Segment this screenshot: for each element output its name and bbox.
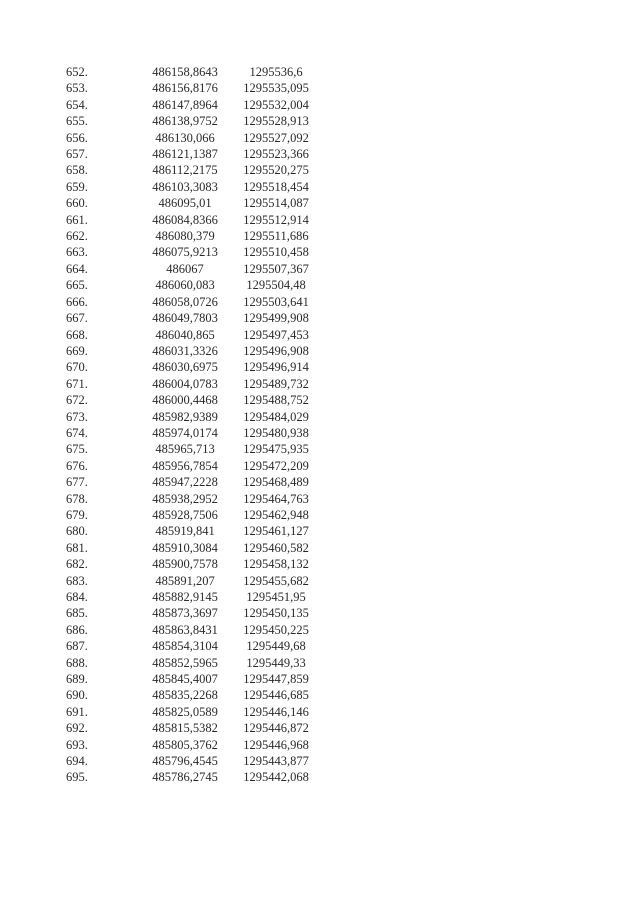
x-coordinate: 486084,8366 bbox=[152, 212, 218, 227]
y-coordinate: 1295532,004 bbox=[243, 97, 309, 112]
point-number: 666. bbox=[66, 294, 88, 309]
y-coordinate: 1295527,092 bbox=[243, 130, 309, 145]
x-coordinate: 485845,4007 bbox=[152, 672, 218, 687]
table-row bbox=[60, 605, 318, 621]
table-row bbox=[60, 737, 318, 753]
x-coordinate: 485863,8431 bbox=[152, 622, 218, 637]
x-coordinate: 486156,8176 bbox=[152, 81, 218, 96]
table-row bbox=[60, 458, 318, 474]
x-coordinate: 485965,713 bbox=[155, 442, 215, 457]
point-number: 663. bbox=[66, 245, 88, 260]
table-row bbox=[60, 491, 318, 507]
y-coordinate: 1295447,859 bbox=[243, 672, 309, 687]
point-number: 665. bbox=[66, 278, 88, 293]
point-number: 660. bbox=[66, 196, 88, 211]
x-coordinate: 485882,9145 bbox=[152, 590, 218, 604]
y-coordinate: 1295461,127 bbox=[243, 524, 309, 539]
point-number: 673. bbox=[66, 409, 88, 424]
table-row bbox=[60, 162, 318, 178]
point-number: 656. bbox=[66, 130, 88, 145]
point-number: 679. bbox=[66, 507, 88, 522]
point-number: 680. bbox=[66, 524, 88, 539]
x-coordinate: 485928,7506 bbox=[152, 507, 218, 522]
point-number: 674. bbox=[66, 425, 88, 440]
table-row bbox=[60, 540, 318, 556]
point-number: 687. bbox=[66, 639, 88, 654]
point-number: 677. bbox=[66, 475, 88, 490]
table-row bbox=[60, 638, 318, 654]
x-coordinate: 485825,0589 bbox=[152, 704, 218, 719]
x-coordinate: 485938,2952 bbox=[152, 491, 218, 506]
table-row bbox=[60, 195, 318, 211]
table-row bbox=[60, 359, 318, 375]
y-coordinate: 1295514,087 bbox=[243, 196, 309, 211]
table-row bbox=[60, 474, 318, 490]
point-number: 690. bbox=[66, 688, 88, 703]
x-coordinate: 486040,865 bbox=[155, 327, 215, 342]
y-coordinate: 1295472,209 bbox=[243, 458, 309, 473]
table-row bbox=[60, 212, 318, 228]
x-coordinate: 486004,0783 bbox=[152, 376, 218, 391]
x-coordinate: 486058,0726 bbox=[152, 294, 218, 309]
point-number: 691. bbox=[66, 704, 88, 719]
table-row bbox=[60, 589, 318, 605]
y-coordinate: 1295450,135 bbox=[243, 606, 309, 621]
table-row bbox=[60, 556, 318, 572]
y-coordinate: 1295462,948 bbox=[243, 507, 309, 522]
point-number: 683. bbox=[66, 573, 88, 588]
y-coordinate: 1295484,029 bbox=[243, 409, 309, 424]
point-number: 695. bbox=[66, 770, 88, 785]
point-number: 653. bbox=[66, 81, 88, 96]
y-coordinate: 1295475,935 bbox=[243, 442, 309, 457]
point-number: 657. bbox=[66, 147, 88, 162]
x-coordinate: 485786,2745 bbox=[152, 770, 218, 785]
point-number: 658. bbox=[66, 163, 88, 178]
y-coordinate: 1295536,6 bbox=[249, 65, 303, 79]
table-row bbox=[60, 704, 318, 720]
point-number: 672. bbox=[66, 393, 88, 408]
table-row bbox=[60, 244, 318, 260]
y-coordinate: 1295446,968 bbox=[243, 737, 309, 752]
point-number: 681. bbox=[66, 540, 88, 555]
x-coordinate: 486130,066 bbox=[155, 130, 215, 145]
table-row bbox=[60, 507, 318, 523]
table-row bbox=[60, 179, 318, 195]
x-coordinate: 486112,2175 bbox=[152, 163, 218, 178]
point-number: 678. bbox=[66, 491, 88, 506]
x-coordinate: 485947,2228 bbox=[152, 475, 218, 490]
x-coordinate: 485974,0174 bbox=[152, 425, 218, 440]
table-row bbox=[60, 687, 318, 703]
y-coordinate: 1295443,877 bbox=[243, 754, 309, 769]
y-coordinate: 1295496,914 bbox=[243, 360, 309, 375]
x-coordinate: 486103,3083 bbox=[152, 179, 218, 194]
table-row bbox=[60, 376, 318, 392]
point-number: 685. bbox=[66, 606, 88, 621]
x-coordinate: 485835,2268 bbox=[152, 688, 218, 703]
table-row bbox=[60, 80, 318, 96]
y-coordinate: 1295489,732 bbox=[243, 376, 309, 391]
point-number: 688. bbox=[66, 655, 88, 670]
y-coordinate: 1295518,454 bbox=[243, 179, 309, 194]
point-number: 652. bbox=[66, 65, 88, 79]
x-coordinate: 485891,207 bbox=[155, 573, 215, 588]
y-coordinate: 1295450,225 bbox=[243, 622, 309, 637]
point-number: 668. bbox=[66, 327, 88, 342]
point-number: 655. bbox=[66, 114, 88, 129]
table-row bbox=[60, 523, 318, 539]
table-row bbox=[60, 310, 318, 326]
point-number: 661. bbox=[66, 212, 88, 227]
point-number: 689. bbox=[66, 672, 88, 687]
x-coordinate: 485919,841 bbox=[155, 524, 215, 539]
coordinate-table-body bbox=[60, 64, 318, 786]
y-coordinate: 1295460,582 bbox=[243, 540, 309, 555]
y-coordinate: 1295451,95 bbox=[246, 590, 306, 604]
x-coordinate: 485852,5965 bbox=[152, 655, 218, 670]
x-coordinate: 485956,7854 bbox=[152, 458, 218, 473]
y-coordinate: 1295528,913 bbox=[243, 114, 309, 129]
table-row bbox=[60, 573, 318, 589]
y-coordinate: 1295480,938 bbox=[243, 425, 309, 440]
table-row bbox=[60, 392, 318, 408]
y-coordinate: 1295442,068 bbox=[243, 770, 309, 785]
x-coordinate: 486067 bbox=[166, 261, 204, 276]
x-coordinate: 486000,4468 bbox=[152, 393, 218, 408]
x-coordinate: 485854,3104 bbox=[152, 639, 218, 654]
point-number: 670. bbox=[66, 360, 88, 375]
x-coordinate: 485805,3762 bbox=[152, 737, 218, 752]
coordinate-table bbox=[60, 64, 318, 786]
y-coordinate: 1295446,872 bbox=[243, 721, 309, 736]
table-row bbox=[60, 425, 318, 441]
y-coordinate: 1295455,682 bbox=[243, 573, 309, 588]
point-number: 659. bbox=[66, 179, 88, 194]
x-coordinate: 486030,6975 bbox=[152, 360, 218, 375]
table-row bbox=[60, 769, 318, 785]
table-row bbox=[60, 97, 318, 113]
table-row bbox=[60, 277, 318, 293]
y-coordinate: 1295510,458 bbox=[243, 245, 309, 260]
table-row bbox=[60, 409, 318, 425]
x-coordinate: 485796,4545 bbox=[152, 754, 218, 769]
y-coordinate: 1295499,908 bbox=[243, 311, 309, 326]
y-coordinate: 1295488,752 bbox=[243, 393, 309, 408]
point-number: 692. bbox=[66, 721, 88, 736]
point-number: 671. bbox=[66, 376, 88, 391]
x-coordinate: 486031,3326 bbox=[152, 343, 218, 358]
x-coordinate: 485873,3697 bbox=[152, 606, 218, 621]
table-row bbox=[60, 622, 318, 638]
y-coordinate: 1295503,641 bbox=[243, 294, 309, 309]
x-coordinate: 485910,3084 bbox=[152, 540, 218, 555]
y-coordinate: 1295449,68 bbox=[246, 639, 306, 654]
point-number: 669. bbox=[66, 343, 88, 358]
y-coordinate: 1295449,33 bbox=[246, 655, 306, 670]
table-row bbox=[60, 228, 318, 244]
x-coordinate: 486138,9752 bbox=[152, 114, 218, 129]
table-row bbox=[60, 130, 318, 146]
table-row bbox=[60, 327, 318, 343]
x-coordinate: 486158,8643 bbox=[152, 65, 218, 79]
table-row bbox=[60, 441, 318, 457]
x-coordinate: 486095,01 bbox=[158, 196, 212, 211]
y-coordinate: 1295507,367 bbox=[243, 261, 309, 276]
point-number: 682. bbox=[66, 557, 88, 572]
point-number: 684. bbox=[66, 590, 88, 604]
x-coordinate: 486049,7803 bbox=[152, 311, 218, 326]
x-coordinate: 486121,1387 bbox=[152, 147, 218, 162]
point-number: 654. bbox=[66, 97, 88, 112]
table-row bbox=[60, 753, 318, 769]
point-number: 693. bbox=[66, 737, 88, 752]
x-coordinate: 485900,7578 bbox=[152, 557, 218, 572]
table-row bbox=[60, 343, 318, 359]
y-coordinate: 1295504,48 bbox=[246, 278, 306, 293]
y-coordinate: 1295464,763 bbox=[243, 491, 309, 506]
table-row bbox=[60, 655, 318, 671]
y-coordinate: 1295496,908 bbox=[243, 343, 309, 358]
y-coordinate: 1295446,685 bbox=[243, 688, 309, 703]
y-coordinate: 1295523,366 bbox=[243, 147, 309, 162]
point-number: 664. bbox=[66, 261, 88, 276]
table-row bbox=[60, 671, 318, 687]
x-coordinate: 486075,9213 bbox=[152, 245, 218, 260]
y-coordinate: 1295468,489 bbox=[243, 475, 309, 490]
table-row bbox=[60, 294, 318, 310]
point-number: 686. bbox=[66, 622, 88, 637]
y-coordinate: 1295511,686 bbox=[243, 229, 309, 244]
x-coordinate: 486080,379 bbox=[155, 229, 215, 244]
y-coordinate: 1295497,453 bbox=[243, 327, 309, 342]
table-row bbox=[60, 261, 318, 277]
y-coordinate: 1295458,132 bbox=[243, 557, 309, 572]
table-row bbox=[60, 64, 318, 80]
point-number: 676. bbox=[66, 458, 88, 473]
point-number: 694. bbox=[66, 754, 88, 769]
point-number: 675. bbox=[66, 442, 88, 457]
y-coordinate: 1295512,914 bbox=[243, 212, 309, 227]
table-row bbox=[60, 720, 318, 736]
table-row bbox=[60, 113, 318, 129]
y-coordinate: 1295520,275 bbox=[243, 163, 309, 178]
y-coordinate: 1295446,146 bbox=[243, 704, 309, 719]
x-coordinate: 485982,9389 bbox=[152, 409, 218, 424]
point-number: 662. bbox=[66, 229, 88, 244]
y-coordinate: 1295535,095 bbox=[243, 81, 309, 96]
x-coordinate: 485815,5382 bbox=[152, 721, 218, 736]
table-row bbox=[60, 146, 318, 162]
x-coordinate: 486147,8964 bbox=[152, 97, 218, 112]
point-number: 667. bbox=[66, 311, 88, 326]
x-coordinate: 486060,083 bbox=[155, 278, 215, 293]
